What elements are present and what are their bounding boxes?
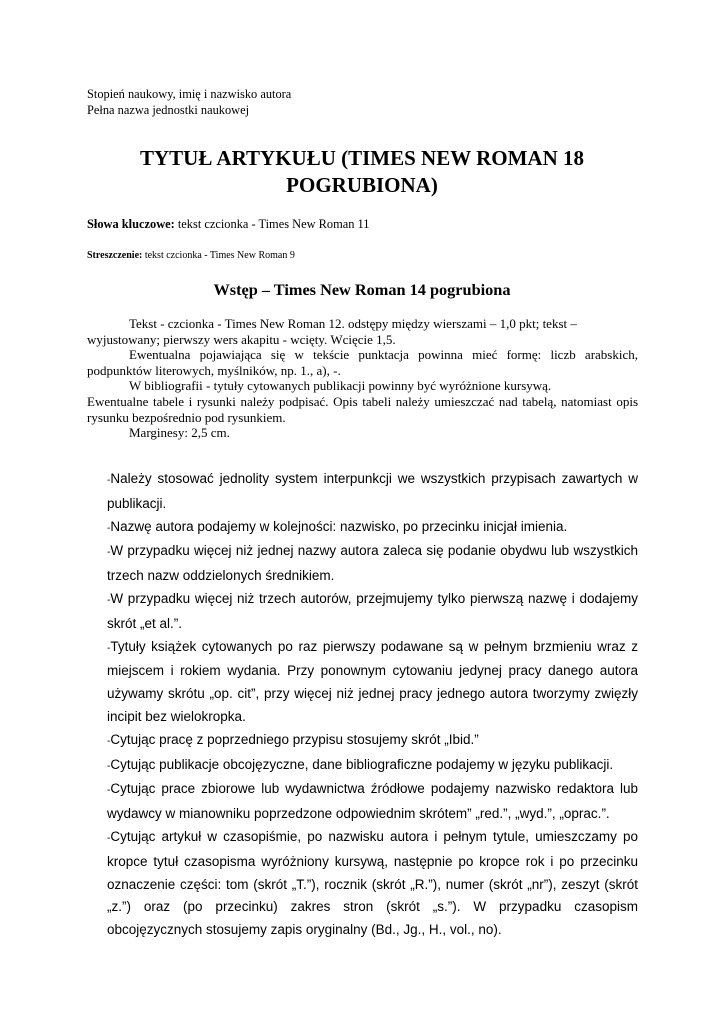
list-item: [107, 468, 638, 516]
list-item-text: W przypadku więcej niż trzech autorów, przejmujemy tylko pierwszą nazwę i dodajemy skrót „et al.”.: [107, 590, 638, 631]
list-dash: -: [107, 522, 111, 534]
author-degree-name: Stopień naukowy, imię i nazwisko autora: [87, 87, 292, 101]
footnote-rules-list: [107, 468, 638, 942]
list-dash: -: [107, 475, 111, 486]
list-item-text: W przypadku więcej niż jednej nazwy autora zaleca się podanie obydwu lub wszystkich trzech nazw oddzielonych średnikiem.: [107, 543, 638, 584]
list-item-text: Cytując artykuł w czasopiśmie, po nazwisku autora i pełnym tytule, umieszczamy po kropce tytuł czasopisma wyróżniony kursywą, następnie po kropce rok i po przecinku oznaczenie części: tom (skrót „T.”), rocznik (skrót „R.”), numer (skrót „nr”), zeszyt (skrót „z.”) oraz (po przecinku) zakres stron (skrót „s.”). W przypadku czasopism obcojęzycznych stosujemy zapis oryginalny (Bd., Jg., H., vol., no).: [107, 828, 638, 938]
list-dash: -: [107, 642, 111, 654]
list-item: [107, 754, 638, 779]
list-dash: -: [107, 760, 111, 772]
list-dash: -: [107, 735, 111, 747]
author-header: [87, 86, 291, 118]
intro-paragraph: Marginesy: 2,5 cm.: [129, 425, 230, 441]
list-item-text: Cytując publikacje obcojęzyczne, dane bibliograficzne podajemy w języku publikacji.: [110, 756, 614, 772]
list-item: [107, 540, 638, 588]
abstract-line: [87, 249, 295, 262]
article-title-line-1: TYTUŁ ARTYKUŁU (TIMES NEW ROMAN 18: [139, 146, 584, 170]
intro-paragraph: Tekst - czcionka - Times New Roman 12. odstępy między wierszami – 1,0 pkt; tekst – wyjustowany; pierwszy wers akapitu - wcięty. Wcięcie 1,5.: [87, 316, 577, 347]
intro-paragraph: Ewentualna pojawiająca się w tekście punktacja powinna mieć formę: liczb arabskich, podpunktów literowych, myślników, np. 1., a), -.: [87, 347, 638, 378]
intro-body: [87, 316, 638, 441]
list-dash: -: [107, 832, 111, 844]
list-item-text: Cytując prace zbiorowe lub wydawnictwa źródłowe podajemy nazwisko redaktora lub wydawcy w mianowniku poprzedzone odpowiednim skrótem” „red.”, „wyd.”, „oprac.”.: [107, 781, 638, 822]
keywords-label: Słowa kluczowe:: [87, 217, 175, 231]
list-item-text: Należy stosować jednolity system interpunkcji we wszystkich przypisach zawartych w publikacji.: [107, 471, 638, 511]
keywords-line: [87, 216, 369, 232]
list-item: [107, 588, 638, 636]
list-dash: -: [107, 594, 111, 606]
institution-name: Pełna nazwa jednostki naukowej: [87, 103, 250, 117]
intro-paragraph: Ewentualne tabele i rysunki należy podpisać. Opis tabeli należy umieszczać nad tabelą, natomiast opis rysunku bezpośrednio pod rysunkiem.: [87, 393, 638, 425]
keywords-text: tekst czcionka - Times New Roman 11: [174, 217, 370, 231]
article-title-line-2: POGRUBIONA): [286, 173, 438, 197]
abstract-label: Streszczenie:: [87, 250, 143, 261]
list-dash: -: [107, 547, 111, 559]
list-item: [107, 729, 638, 754]
list-item-text: Cytując pracę z poprzedniego przypisu stosujemy skrót „Ibid.”: [110, 731, 479, 747]
list-item-text: Nazwę autora podajemy w kolejności: nazwisko, po przecinku inicjał imienia.: [110, 518, 568, 534]
abstract-text: tekst czcionka - Times New Roman 9: [142, 250, 295, 261]
list-item: [107, 826, 638, 942]
section-heading: Wstęp – Times New Roman 14 pogrubiona: [213, 280, 511, 299]
list-item: [107, 778, 638, 826]
list-item: [107, 516, 638, 541]
list-item-text: Tytuły książek cytowanych po raz pierwszy podawane są w pełnym brzmieniu wraz z miejscem i rokiem wydania. Przy ponownym cytowaniu jedynej pracy danego autora używamy skrótu „op. cit”, przy więcej niż jednej pracy jednego autora tworzymy zwięzły incipit bez wielokropka.: [107, 638, 638, 724]
intro-paragraph: W bibliografii - tytuły cytowanych publikacji powinny być wyróżnione kursywą.: [129, 378, 552, 394]
article-title: [60, 145, 664, 199]
list-item: [107, 636, 638, 729]
list-dash: -: [107, 785, 111, 797]
